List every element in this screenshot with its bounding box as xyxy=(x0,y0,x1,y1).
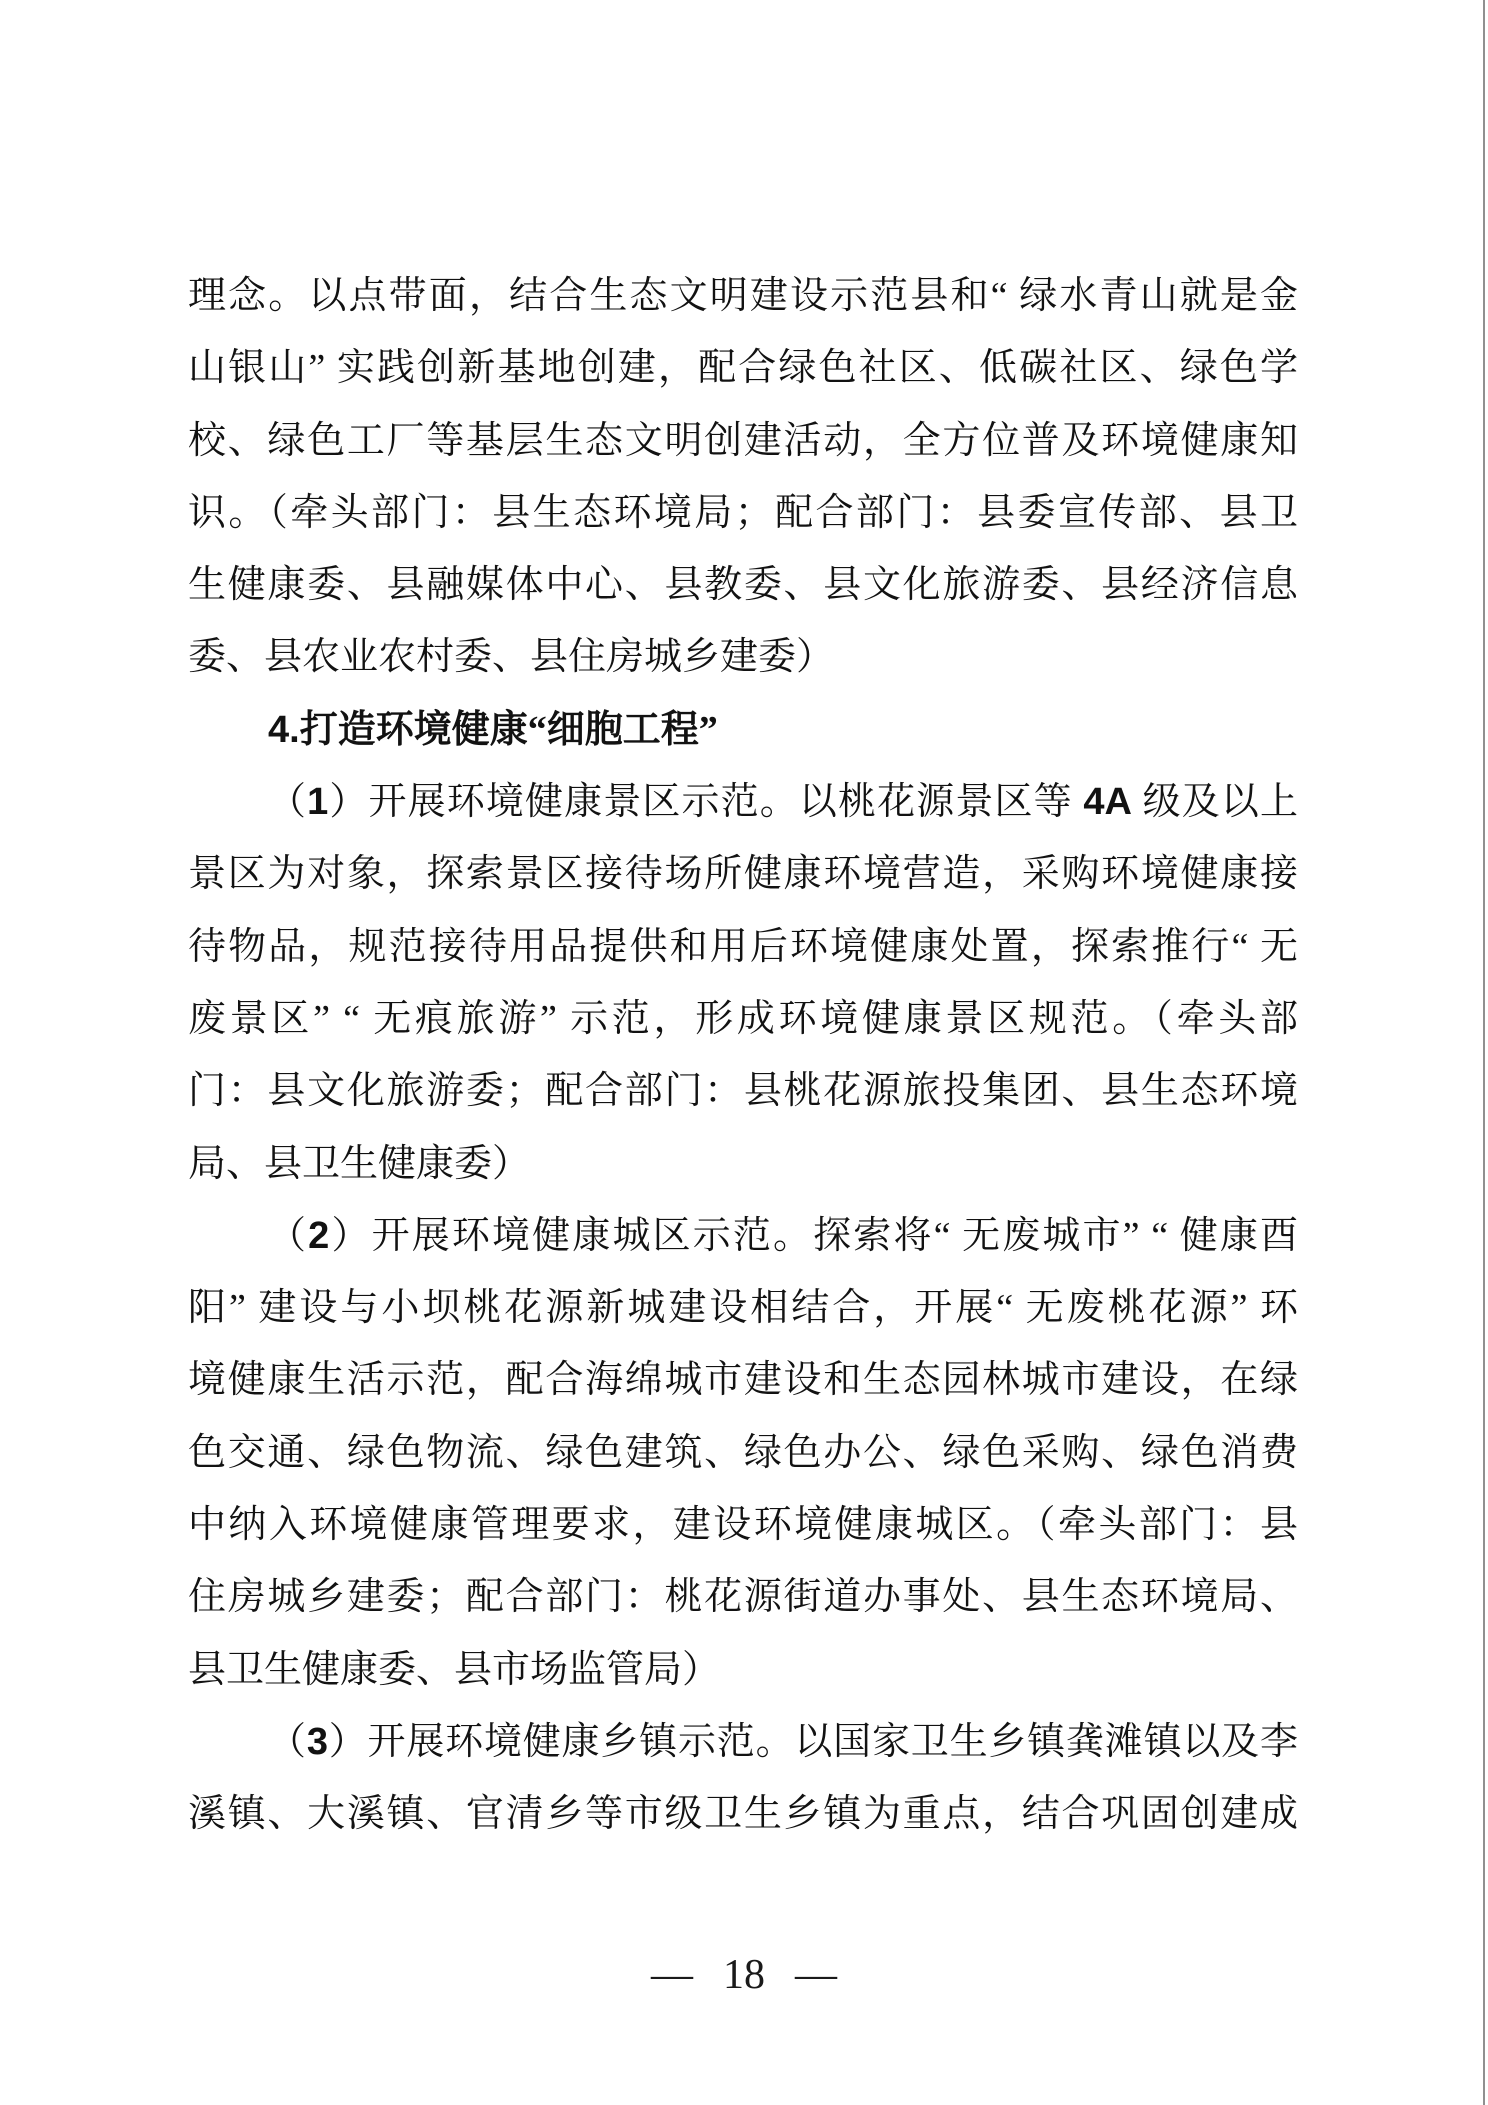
text-line: （3）开展环境健康乡镇示范。以国家卫生乡镇龚滩镇以及李 xyxy=(268,1720,1298,1763)
footer-dash-left: — xyxy=(651,1952,693,1998)
text-line: （1）开展环境健康景区示范。以桃花源景区等 4A 级及以上 xyxy=(268,781,1298,824)
heading-text: 打造环境健康“细胞工程” xyxy=(299,708,718,751)
text-line: 理念。以点带面，结合生态文明建设示范县和“ 绿水青山就是金 xyxy=(188,275,1298,317)
text-line: 阳” 建设与小坝桃花源新城建设相结合，开展“ 无废桃花源” 环 xyxy=(188,1287,1298,1330)
document-body xyxy=(188,260,1298,1851)
text-line: 废景区” “ 无痕旅游” 示范，形成环境健康景区规范。（牵头部 xyxy=(188,997,1298,1040)
page-number: 18 xyxy=(723,1952,765,1998)
text-line: 待物品，规范接待用品提供和用后环境健康处置，探索推行“ 无 xyxy=(188,925,1298,968)
footer-dash-right: — xyxy=(795,1952,837,1998)
text-line: 景区为对象，探索景区接待场所健康环境营造，采购环境健康接 xyxy=(188,853,1298,896)
page-right-border xyxy=(1483,0,1485,2105)
text-line: 溪镇、大溪镇、官清乡等市级卫生乡镇为重点，结合巩固创建成 xyxy=(188,1793,1298,1836)
list-number: 3 xyxy=(306,1720,328,1763)
text-line: 色交通、绿色物流、绿色建筑、绿色办公、绿色采购、绿色消费 xyxy=(188,1431,1298,1474)
text-line: 中纳入环境健康管理要求，建设环境健康城区。（牵头部门：县 xyxy=(188,1504,1298,1547)
section-heading xyxy=(188,694,1298,766)
list-number: 2 xyxy=(308,1214,330,1257)
text-line: 委、县农业农村委、县住房城乡建委） xyxy=(188,636,835,679)
list-number: 1 xyxy=(307,781,329,824)
text-line: 局、县卫生健康委） xyxy=(188,1142,531,1185)
text-line: 校、绿色工厂等基层生态文明创建活动，全方位普及环境健康知 xyxy=(188,419,1298,462)
text-line: （2）开展环境健康城区示范。探索将“ 无废城市” “ 健康酉 xyxy=(268,1214,1298,1257)
page-footer xyxy=(0,1945,1488,2005)
heading-number: 4. xyxy=(268,708,300,751)
text-line: 境健康生活示范，配合海绵城市建设和生态园林城市建设，在绿 xyxy=(188,1359,1298,1402)
text-line: 山银山” 实践创新基地创建，配合绿色社区、低碳社区、绿色学 xyxy=(188,347,1298,390)
latin-text: 4A xyxy=(1083,781,1132,824)
text-line: 住房城乡建委；配合部门：桃花源街道办事处、县生态环境局、 xyxy=(188,1576,1298,1619)
text-line: 门：县文化旅游委；配合部门：县桃花源旅投集团、县生态环境 xyxy=(188,1070,1298,1113)
text-line: 县卫生健康委、县市场监管局） xyxy=(188,1648,721,1691)
text-line: 生健康委、县融媒体中心、县教委、县文化旅游委、县经济信息 xyxy=(188,564,1298,607)
text-line: 识。（牵头部门：县生态环境局；配合部门：县委宣传部、县卫 xyxy=(188,491,1298,534)
